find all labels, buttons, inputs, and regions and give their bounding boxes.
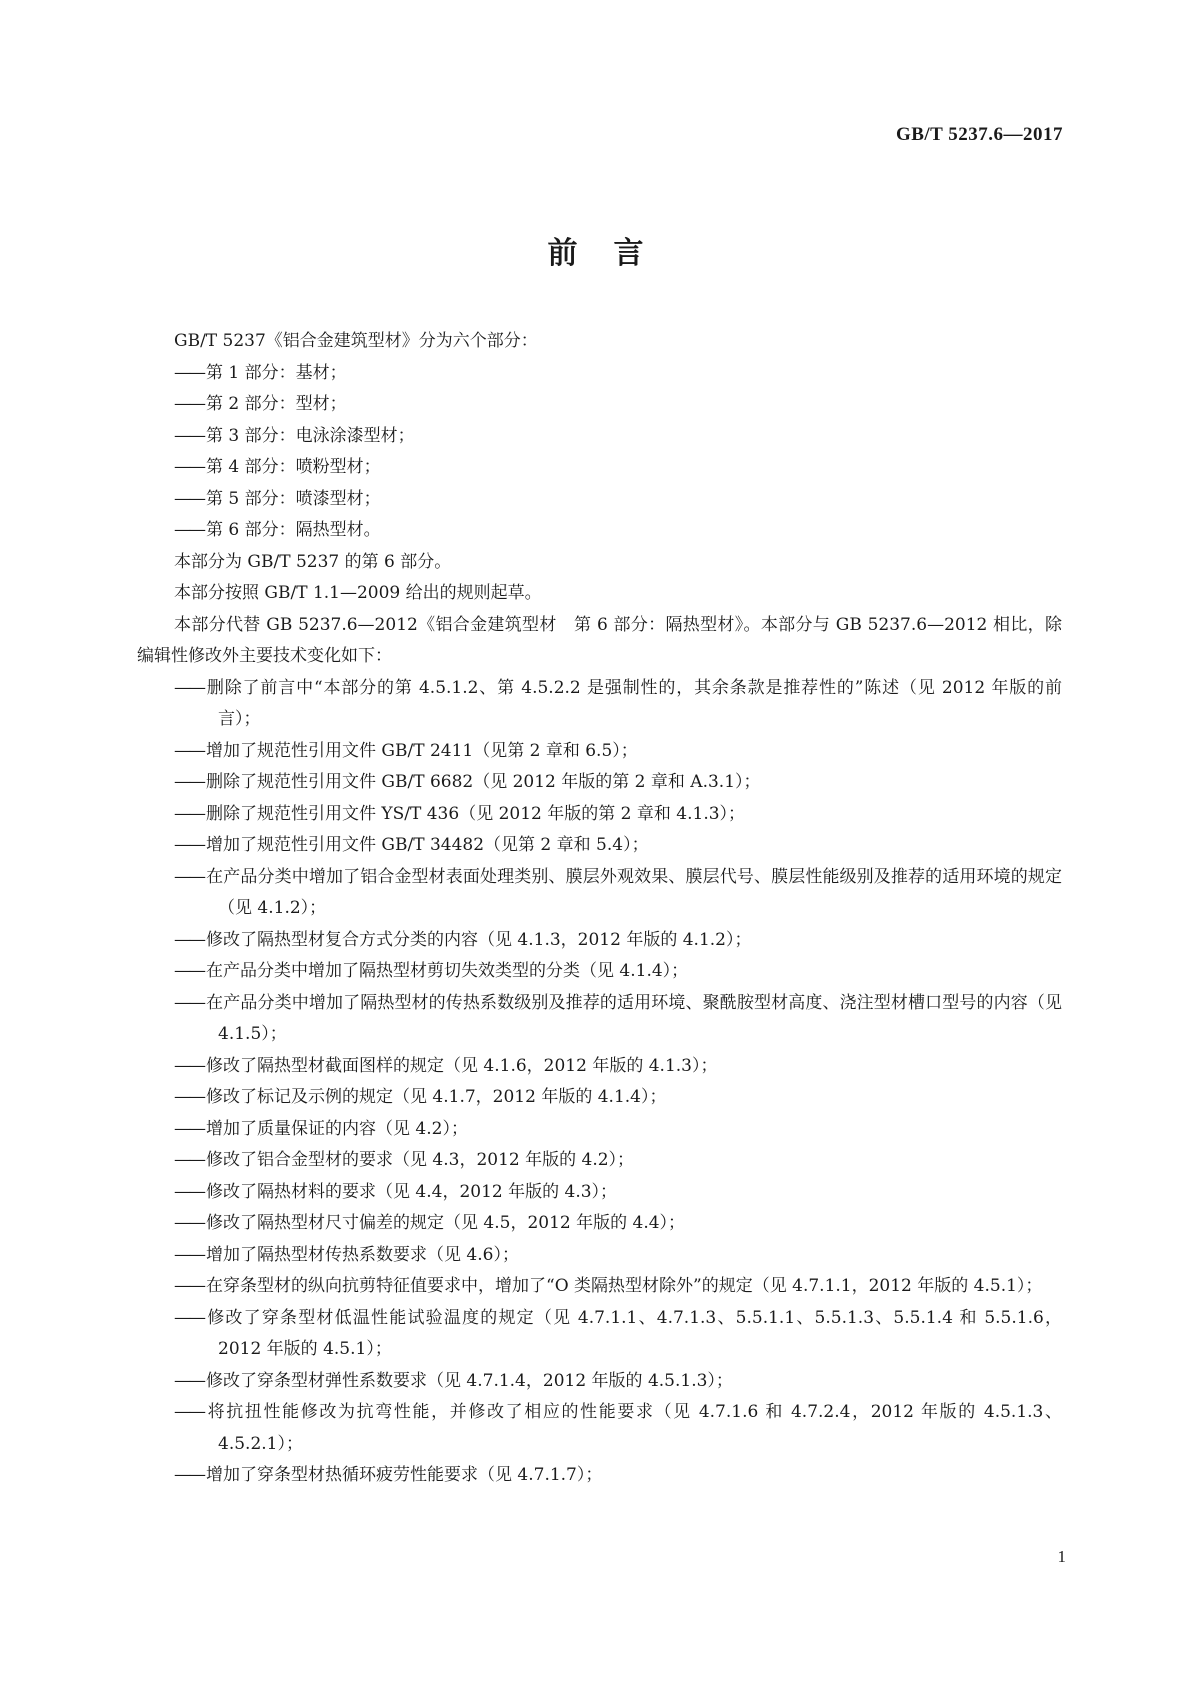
drafting-rules-statement: 本部分按照 GB/T 1.1—2009 给出的规则起草。	[174, 583, 542, 603]
this-part-statement: 本部分为 GB/T 5237 的第 6 部分。	[174, 551, 452, 572]
part-list-item: —— 第 3 部分：电泳涂漆型材；	[137, 421, 1062, 453]
change-item: —— 在产品分类中增加了隔热型材剪切失效类型的分类（见 4.1.4）；	[137, 956, 1062, 988]
change-item: —— 删除了前言中“本部分的第 4.5.1.2、第 4.5.2.2 是强制性的，其余条款是推荐性的”陈述（见 2012 年版的前言）；	[137, 673, 1062, 736]
part-list-item: —— 第 1 部分：基材；	[137, 358, 1062, 390]
change-item: —— 在产品分类中增加了隔热型材的传热系数级别及推荐的适用环境、聚酰胺型材高度、浇注型材槽口型号的内容（见 4.1.5）；	[137, 988, 1062, 1051]
series-statement: GB/T 5237《铝合金建筑型材》分为六个部分：	[174, 331, 538, 351]
change-item: —— 修改了隔热型材复合方式分类的内容（见 4.1.3，2012 年版的 4.1.2）；	[137, 925, 1062, 957]
part-list-item: —— 第 6 部分：隔热型材。	[137, 515, 1062, 547]
change-item: —— 增加了规范性引用文件 GB/T 34482（见第 2 章和 5.4）；	[137, 830, 1062, 862]
change-item: —— 在产品分类中增加了铝合金型材表面处理类别、膜层外观效果、膜层代号、膜层性能级别及推荐的适用环境的规定（见 4.1.2）；	[137, 862, 1062, 925]
change-item: —— 修改了穿条型材低温性能试验温度的规定（见 4.7.1.1、4.7.1.3、5.5.1.1、5.5.1.3、5.5.1.4 和 5.5.1.6，2012 年版的 4.5.1）；	[137, 1303, 1062, 1366]
standard-number: GB/T 5237.6—2017	[895, 124, 1063, 145]
change-item: —— 增加了规范性引用文件 GB/T 2411（见第 2 章和 6.5）；	[137, 736, 1062, 768]
change-item: —— 增加了穿条型材热循环疲劳性能要求（见 4.7.1.7）；	[137, 1460, 1062, 1492]
change-item: —— 在穿条型材的纵向抗剪特征值要求中，增加了“O 类隔热型材除外”的规定（见 4.7.1.1，2012 年版的 4.5.1）；	[137, 1271, 1062, 1303]
change-item: —— 删除了规范性引用文件 YS/T 436（见 2012 年版的第 2 章和 4.1.3）；	[137, 799, 1062, 831]
part-list-item: —— 第 2 部分：型材；	[137, 389, 1062, 421]
page-number: 1	[1057, 1547, 1066, 1566]
replacement-statement: 本部分代替 GB 5237.6—2012《铝合金建筑型材 第 6 部分：隔热型材》。本部分与 GB 5237.6—2012 相比，除编辑性修改外主要技术变化如下：	[137, 614, 1062, 666]
change-item: —— 增加了质量保证的内容（见 4.2）；	[137, 1114, 1062, 1146]
foreword-body	[137, 326, 1062, 1492]
change-item: —— 修改了隔热材料的要求（见 4.4，2012 年版的 4.3）；	[137, 1177, 1062, 1209]
change-item: —— 修改了穿条型材弹性系数要求（见 4.7.1.4，2012 年版的 4.5.1.3）；	[137, 1366, 1062, 1398]
change-item: —— 将抗扭性能修改为抗弯性能，并修改了相应的性能要求（见 4.7.1.6 和 4.7.2.4，2012 年版的 4.5.1.3、4.5.2.1）；	[137, 1397, 1062, 1460]
part-list-item: —— 第 5 部分：喷漆型材；	[137, 484, 1062, 516]
change-item: —— 修改了隔热型材尺寸偏差的规定（见 4.5，2012 年版的 4.4）；	[137, 1208, 1062, 1240]
change-item: —— 修改了隔热型材截面图样的规定（见 4.1.6，2012 年版的 4.1.3）；	[137, 1051, 1062, 1083]
change-item: —— 删除了规范性引用文件 GB/T 6682（见 2012 年版的第 2 章和 A.3.1）；	[137, 767, 1062, 799]
change-item: —— 修改了标记及示例的规定（见 4.1.7，2012 年版的 4.1.4）；	[137, 1082, 1062, 1114]
page-title: 前言	[547, 236, 680, 271]
change-item: —— 增加了隔热型材传热系数要求（见 4.6）；	[137, 1240, 1062, 1272]
change-item: —— 修改了铝合金型材的要求（见 4.3，2012 年版的 4.2）；	[137, 1145, 1062, 1177]
part-list-item: —— 第 4 部分：喷粉型材；	[137, 452, 1062, 484]
